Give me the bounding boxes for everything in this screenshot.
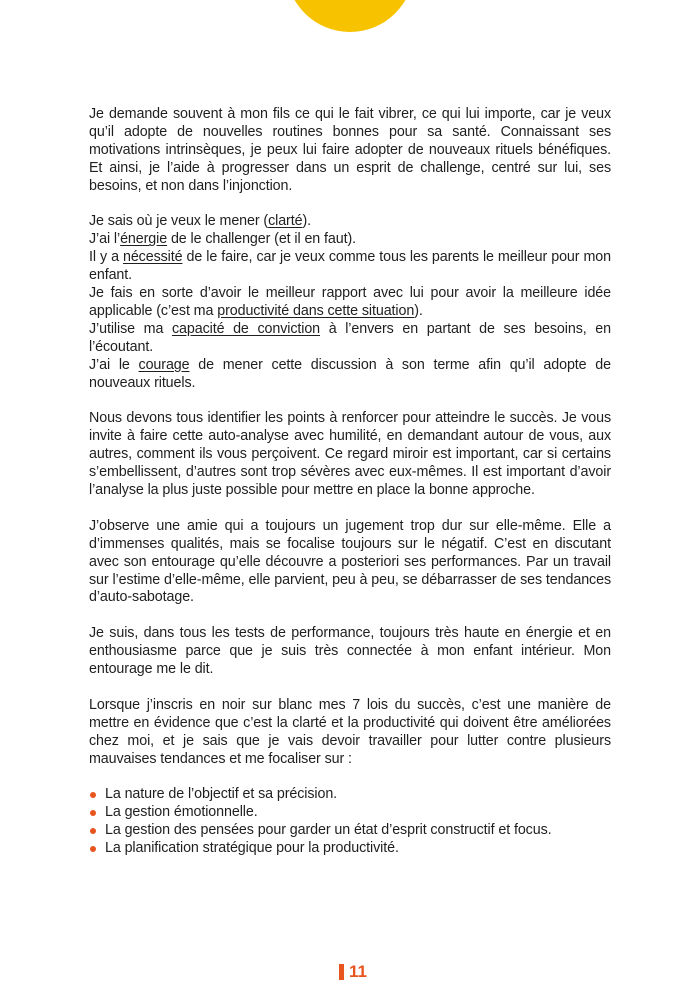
page-number-text: 11 — [349, 962, 367, 981]
paragraph-5: Je suis, dans tous les tests de performance, toujours très haute en énergie et en enthousiasme parce que je suis très connectée à mon enfant intérieur. Mon entourage me le dit. — [89, 625, 611, 678]
page-number — [339, 962, 367, 982]
line-courage: J’ai le courage de mener cette discussion à son terme afin qu’il adopte de nouveaux rituels. — [89, 356, 611, 391]
list-item: La nature de l’objectif et sa précision. — [89, 786, 611, 804]
page-body — [89, 106, 611, 858]
paragraph-1: Je demande souvent à mon fils ce qui le fait vibrer, ce qui lui importe, car je veux qu’il adopte de nouvelles routines bonnes pour sa santé. Connaissant ses motivations intrinsèques, je peux lui faire adopter de nouveaux rituels bénéfiques. Et ainsi, je l’aide à progresser dans un esprit de challenge, centré sur lui, ses besoins, et non dans l’injonction. — [89, 106, 611, 194]
list-item: La gestion des pensées pour garder un état d’esprit constructif et focus. — [89, 822, 611, 840]
keyword-courage: courage — [138, 356, 190, 373]
line-necessite: Il y a nécessité de le faire, car je veux comme tous les parents le meilleur pour mon enfant. — [89, 249, 611, 284]
paragraph-3: Nous devons tous identifier les points à renforcer pour atteindre le succès. Je vous invite à faire cette auto-analyse avec humilité, en demandant autour de vous, aux autres, comment ils vous perçoivent. Ce regard miroir est important, car si certains s’embellissent, d’autres sont trop sévères avec eux-mêmes. Il est important d’avoir l’analyse la plus juste possible pour mettre en place la bonne approche. — [89, 410, 611, 498]
keyword-conviction: capacité de conviction — [171, 320, 321, 337]
page-number-bar — [339, 964, 344, 980]
paragraph-2-laws — [89, 213, 611, 392]
decorative-sun-circle — [286, 0, 414, 32]
paragraph-4: J’observe une amie qui a toujours un jugement trop dur sur elle-même. Elle a d’immenses qualités, mais se focalise toujours sur le négatif. C’est en discutant avec son entourage qu’elle découvre a posteriori ses performances. Par un travail sur l’estime d’elle-même, elle parvient, peu à peu, se débarrasser de ses tendances d’auto-sabotage. — [89, 517, 611, 606]
line-productivite: Je fais en sorte d’avoir le meilleur rapport avec lui pour avoir la meilleure idée applicable (c’est ma productivité dans cette situation). — [89, 285, 611, 319]
line-clarte: Je sais où je veux le mener (clarté). — [89, 213, 311, 230]
line-energie: J’ai l’énergie de le challenger (et il en faut). — [89, 231, 357, 248]
keyword-productivite: productivité dans cette situation — [217, 302, 415, 319]
line-conviction: J’utilise ma capacité de conviction à l’envers en partant de ses besoins, en l’écoutant. — [89, 320, 611, 355]
list-item: La gestion émotionnelle. — [89, 804, 611, 822]
list-item: La planification stratégique pour la productivité. — [89, 840, 611, 858]
keyword-necessite: nécessité — [122, 249, 183, 266]
focus-list — [89, 786, 611, 858]
keyword-energie: énergie — [120, 231, 168, 248]
paragraph-6: Lorsque j’inscris en noir sur blanc mes 7 lois du succès, c’est une manière de mettre en évidence que c’est la clarté et la productivité qui doivent être améliorées chez moi, et je sais que je vais devoir travailler pour lutter contre plusieurs mauvaises tendances et me focaliser sur : — [89, 696, 611, 767]
keyword-clarte: clarté — [268, 213, 303, 230]
